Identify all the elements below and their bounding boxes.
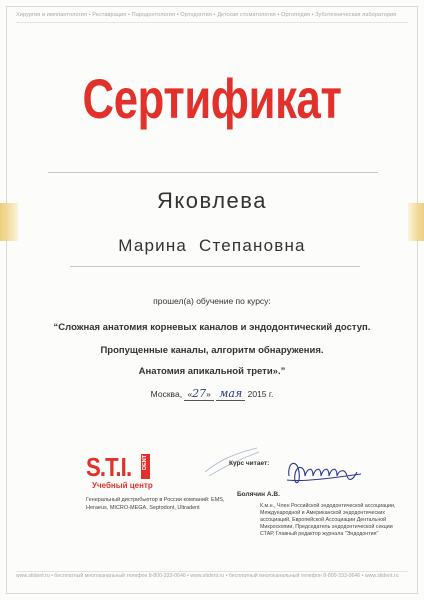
course-title-line-3: Анатомия апикальной трети».” — [138, 366, 286, 377]
date-year: 2015 г. — [247, 389, 274, 399]
date-row — [0, 387, 424, 401]
footer-strip: www.stident.ru • бесплатный многоканальный телефон 8-800-333-0646 • www.stident.ru • бесплатный многоканальный телефон 8-800-333-0646 • www.stident.ru — [16, 573, 399, 579]
passed-text: прошел(а) обучение по курсу: — [153, 296, 271, 306]
logo-dent: DENT — [142, 455, 148, 470]
date-month: мая — [219, 387, 243, 400]
certificate-title: Сертификат — [82, 67, 342, 130]
logo-brand: S.T.I. — [86, 452, 132, 482]
distributor-text: Генеральный дистрибьютор в России компаний: EMS, Heraeus, MICRO-MEGA, Septodont, Ultradent — [86, 497, 225, 511]
header-strip: Хирургия и имплантология • Реставрация • Пародонтология • Ортодонтия • Детская стоматология • Ортопедия • Зуботехническая лаборатория — [16, 12, 397, 18]
date-day: 27 — [192, 387, 207, 400]
lecturer-name: Болячин А.В. — [237, 491, 280, 498]
date-month-field — [216, 387, 245, 401]
lecturer-signature — [283, 452, 363, 492]
course-title-line-1: “Сложная анатомия корневых каналов и эндодонтический доступ. — [53, 322, 371, 333]
recipient-surname: Яковлева — [157, 188, 267, 213]
date-day-field: «27» — [184, 387, 213, 401]
course-title-line-2: Пропущенные каналы, алгоритм обнаружения. — [100, 345, 324, 356]
lecturer-label: Курс читает: — [229, 460, 270, 467]
header-divider — [16, 22, 408, 23]
title-divider — [48, 172, 378, 173]
date-city: Москва, — [150, 389, 183, 399]
footer-divider — [16, 571, 408, 572]
name-divider — [70, 266, 360, 267]
lecturer-credentials: К.м.н., Член Российской эндодонтической ассоциации, Международной и Американской эндодонтических ассоциаций, Европейской Ассоциации Дентальной Микроскопии, Председатель эндодонтической секции СТАР, Главный редактор журнала "Эндодонтия" — [260, 503, 396, 537]
logo-training-center: Учебный центр — [92, 481, 153, 490]
recipient-given-names: Марина Степановна — [118, 236, 306, 255]
